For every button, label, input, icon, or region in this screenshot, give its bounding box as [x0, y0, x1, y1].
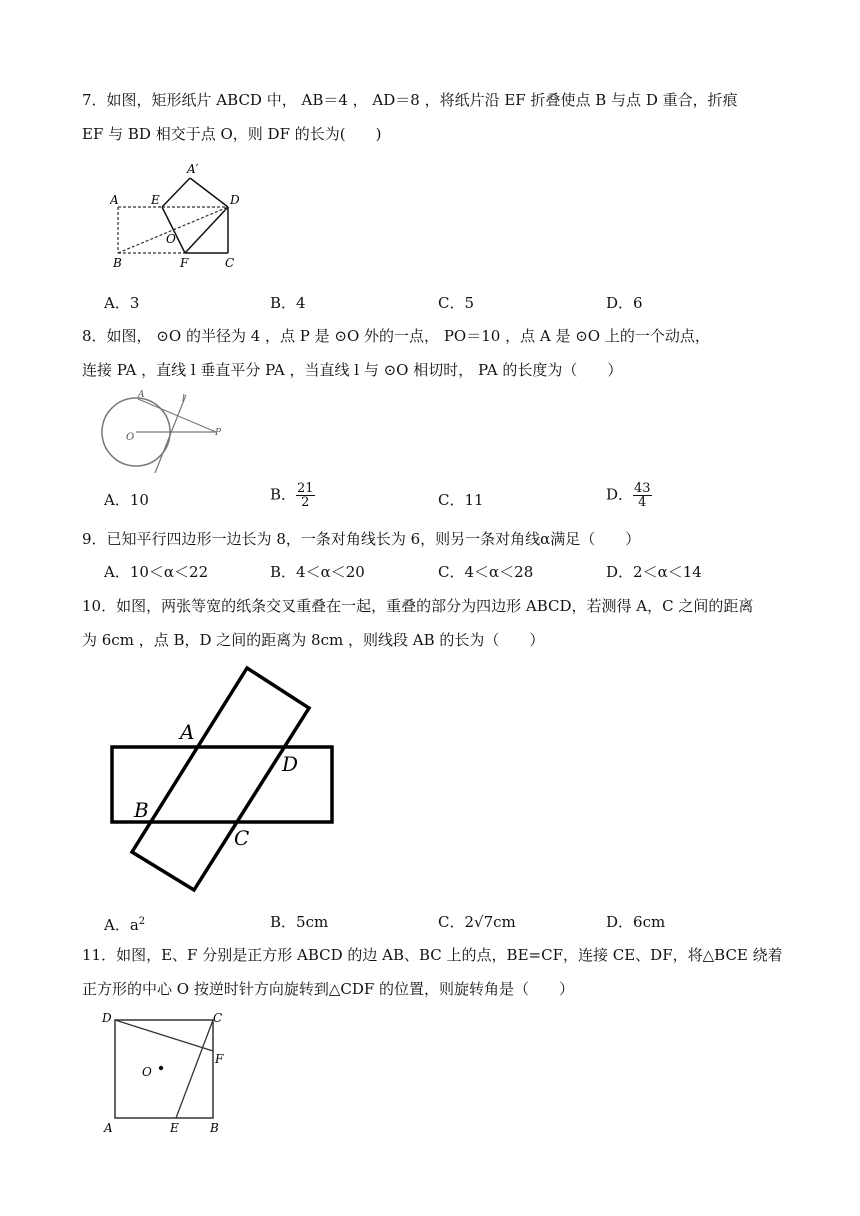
q8-text-line2: 连接 PA ，直线 l 垂直平分 PA ，当直线 l 与 ⊙O 相切时， PA 的长度为（ ） — [82, 361, 623, 379]
q7-figure — [110, 160, 260, 275]
q8-text-line1: 8．如图， ⊙O 的半径为 4 ，点 P 是 ⊙O 外的一点， PO＝10 ，点 A 是 ⊙O 上的一个动点， — [82, 327, 710, 345]
q7-option-d: D．6 — [606, 294, 643, 312]
q11-label-D: D — [102, 1011, 112, 1025]
q10-option-a-exponent: 2 — [138, 916, 146, 927]
q8-option-d-den: 4 — [638, 495, 647, 510]
q7-label-A: A — [110, 193, 119, 207]
q8-figure — [98, 387, 238, 477]
q11-label-O: O — [142, 1065, 152, 1079]
q9-option-b: B．4＜α＜20 — [270, 563, 365, 581]
q8-option-c: C．11 — [438, 491, 484, 509]
q8-option-b-den: 2 — [301, 495, 310, 510]
q7-label-F: F — [180, 256, 189, 270]
q8-option-b-prefix: B． — [270, 485, 297, 504]
q9-text-line1: 9．已知平行四边形一边长为 8，一条对角线长为 6，则另一条对角线α满足（ ） — [82, 530, 641, 548]
q7-text-line2: EF 与 BD 相交于点 O，则 DF 的长为( ) — [82, 125, 382, 143]
q10-option-c: C．2√7cm — [438, 913, 516, 931]
q8-option-b-fraction — [296, 482, 315, 509]
q7-option-a: A．3 — [104, 294, 140, 312]
q9-option-a: A．10＜α＜22 — [104, 563, 209, 581]
q11-text-line1: 11．如图，E、F 分别是正方形 ABCD 的边 AB、BC 上的点，BE=CF，连接 CE、DF，将△BCE 绕着 — [82, 946, 783, 964]
q10-label-B: B — [134, 798, 149, 822]
q8-label-O: O — [126, 432, 135, 443]
q9-option-c: C．4＜α＜28 — [438, 563, 534, 581]
q11-label-E: E — [170, 1121, 179, 1135]
q8-label-l: l — [182, 394, 185, 404]
q10-label-A: A — [180, 720, 195, 744]
q7-option-c: C．5 — [438, 294, 475, 312]
q11-label-F: F — [215, 1052, 224, 1066]
q10-label-C: C — [234, 826, 250, 850]
q8-option-a: A．10 — [104, 491, 149, 509]
q10-text-line1: 10．如图，两张等宽的纸条交叉重叠在一起，重叠的部分为四边形 ABCD，若测得 A，C 之间的距离 — [82, 597, 754, 615]
q7-option-b: B．4 — [270, 294, 306, 312]
q9-option-d: D．2＜α＜14 — [606, 563, 702, 581]
q8-label-P: P — [215, 428, 222, 438]
q11-figure — [98, 1008, 238, 1138]
q10-option-a — [104, 912, 145, 935]
q8-option-d — [606, 482, 652, 509]
q7-label-C: C — [225, 256, 235, 270]
q8-option-b-num: 21 — [297, 481, 314, 496]
q10-figure — [104, 660, 344, 900]
q8-option-d-num: 43 — [634, 481, 651, 496]
q10-label-D: D — [282, 752, 299, 776]
q7-label-B: B — [113, 256, 122, 270]
q10-option-d: D．6cm — [606, 913, 666, 931]
q8-label-A: A — [138, 390, 145, 400]
q7-label-A-prime: A′ — [187, 162, 199, 176]
q11-label-C: C — [213, 1011, 223, 1025]
q11-label-A: A — [104, 1121, 113, 1135]
q8-option-b — [270, 482, 315, 509]
q8-option-d-fraction — [633, 482, 652, 509]
q11-label-B: B — [210, 1121, 219, 1135]
q10-option-b: B．5cm — [270, 913, 329, 931]
q7-label-D: D — [230, 193, 240, 207]
q7-label-E: E — [151, 193, 160, 207]
q10-text-line2: 为 6cm ，点 B，D 之间的距离为 8cm ，则线段 AB 的长为（ ） — [82, 631, 545, 649]
q8-option-d-prefix: D． — [606, 485, 634, 504]
q10-option-a-prefix: A．a — [104, 916, 139, 934]
q11-text-line2: 正方形的中心 O 按逆时针方向旋转到△CDF 的位置，则旋转角是（ ） — [82, 980, 575, 998]
q7-label-O: O — [166, 232, 176, 246]
q7-text-line1: 7．如图，矩形纸片 ABCD 中， AB＝4 ， AD＝8 ，将纸片沿 EF 折叠使点 B 与点 D 重合，折痕 — [82, 91, 738, 109]
